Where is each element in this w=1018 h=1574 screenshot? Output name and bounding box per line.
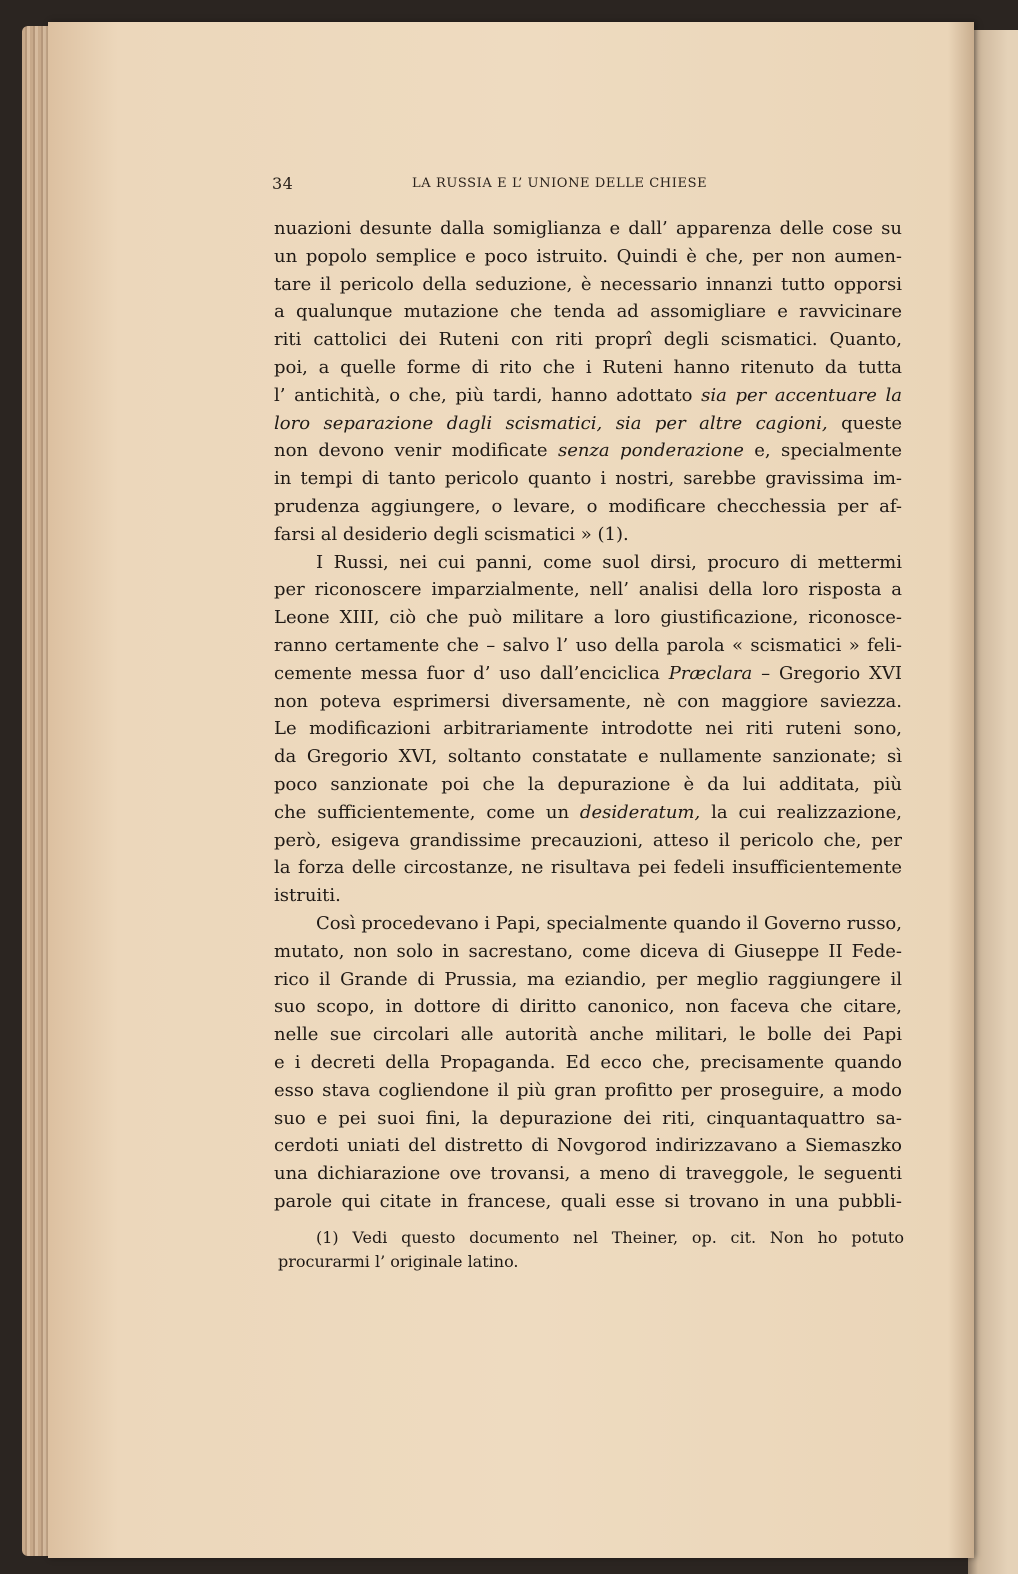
text-line: la forza delle circostanze, ne risultava pei fedeli insufficientemente (274, 857, 902, 879)
text-line: da Gregorio XVI, soltanto constatate e nullamente sanzionate; sì (274, 746, 902, 768)
text-line: però, esigeva grandissime precauzioni, atteso il pericolo che, per (274, 829, 902, 851)
italic-text: loro separazione dagli scismatici, sia per altre cagioni, (274, 412, 828, 434)
text-line: suo scopo, in dottore di diritto canonico, non faceva che citare, (274, 996, 902, 1018)
italic-text: sia per accentuare la (701, 384, 902, 406)
page-number: 34 (272, 174, 294, 193)
text-line-with-italic: loro separazione dagli scismatici, sia per altre cagioni, queste (274, 412, 902, 434)
next-page-edge (968, 30, 1018, 1574)
text-line: a qualunque mutazione che tenda ad assomigliare e ravvicinare (274, 301, 902, 323)
text-line: Così procedevano i Papi, specialmente quando il Governo russo, (316, 912, 902, 934)
text-line-with-italic: non devono venir modificate senza ponderazione e, specialmente (274, 440, 902, 462)
text-line: parole qui citate in francese, quali esse si trovano in una pubbli- (274, 1190, 902, 1212)
text-line: esso stava cogliendone il più gran profitto per proseguire, a modo (274, 1079, 902, 1101)
text-line-with-italic: l’ antichità, o che, più tardi, hanno adottato sia per accentuare la (274, 384, 902, 406)
text-line-with-italic: che sufficientemente, come un desideratum, la cui realizzazione, (274, 801, 903, 823)
italic-text: Præclara (668, 662, 753, 684)
footnote (278, 1226, 904, 1274)
italic-text: desideratum, (579, 801, 701, 823)
text-line: nelle sue circolari alle autorità anche militari, le bolle dei Papi (274, 1024, 902, 1046)
text-line: farsi al desiderio degli scismatici » (1). (274, 523, 629, 545)
text-line: tare il pericolo della seduzione, è necessario innanzi tutto opporsi (274, 273, 902, 295)
text-line-with-italic: cemente messa fuor d’ uso dall’enciclica Præclara – Gregorio XVI (274, 662, 902, 684)
text-line: cerdoti uniati del distretto di Novgorod indirizzavano a Siemaszko (274, 1135, 902, 1157)
text-line: rico il Grande di Prussia, ma eziandio, per meglio raggiungere il (274, 968, 902, 990)
text-line: prudenza aggiungere, o levare, o modificare checchessia per af- (274, 495, 902, 517)
footnote-line: procurarmi l’ originale latino. (278, 1252, 519, 1271)
text-line: poco sanzionate poi che la depurazione è da lui additata, più (274, 773, 902, 795)
text-line: Le modificazioni arbitrariamente introdotte nei riti ruteni sono, (274, 718, 902, 740)
text-line: Leone XIII, ciò che può militare a loro giustificazione, riconosce- (274, 607, 902, 629)
text-line: suo e pei suoi fini, la depurazione dei riti, cinquantaquattro sa- (274, 1107, 902, 1129)
text-line: per riconoscere imparzialmente, nell’ analisi della loro risposta a (274, 579, 902, 601)
text-line: un popolo semplice e poco istruito. Quindi è che, per non aumen- (274, 245, 902, 267)
page-header (272, 174, 772, 196)
text-line: non poteva esprimersi diversamente, nè con maggiore saviezza. (274, 690, 902, 712)
italic-text: senza ponderazione (557, 440, 744, 462)
text-line: e i decreti della Propaganda. Ed ecco che, precisamente quando (274, 1051, 902, 1073)
body-text (274, 215, 902, 1216)
text-line: nuazioni desunte dalla somiglianza e dall’ apparenza delle cose su (274, 218, 902, 239)
text-line: una dichiarazione ove trovansi, a meno di traveggole, le seguenti (274, 1163, 902, 1185)
text-line: in tempi di tanto pericolo quanto i nostri, sarebbe gravissima im- (274, 468, 902, 490)
text-line: poi, a quelle forme di rito che i Ruteni hanno ritenuto da tutta (274, 356, 902, 378)
text-line: I Russi, nei cui panni, come suol dirsi, procuro di mettermi (316, 551, 902, 573)
text-line: istruiti. (274, 885, 341, 907)
footnote-line: (1) Vedi questo documento nel Theiner, op. cit. Non ho potuto (316, 1228, 904, 1247)
running-head: LA RUSSIA E L’ UNIONE DELLE CHIESE (412, 176, 708, 191)
text-line: riti cattolici dei Ruteni con riti proprî degli scismatici. Quanto, (274, 329, 902, 351)
text-line: ranno certamente che – salvo l’ uso della parola « scismatici » feli- (274, 634, 902, 656)
text-line: mutato, non solo in sacrestano, come diceva di Giuseppe II Fede- (274, 940, 902, 962)
